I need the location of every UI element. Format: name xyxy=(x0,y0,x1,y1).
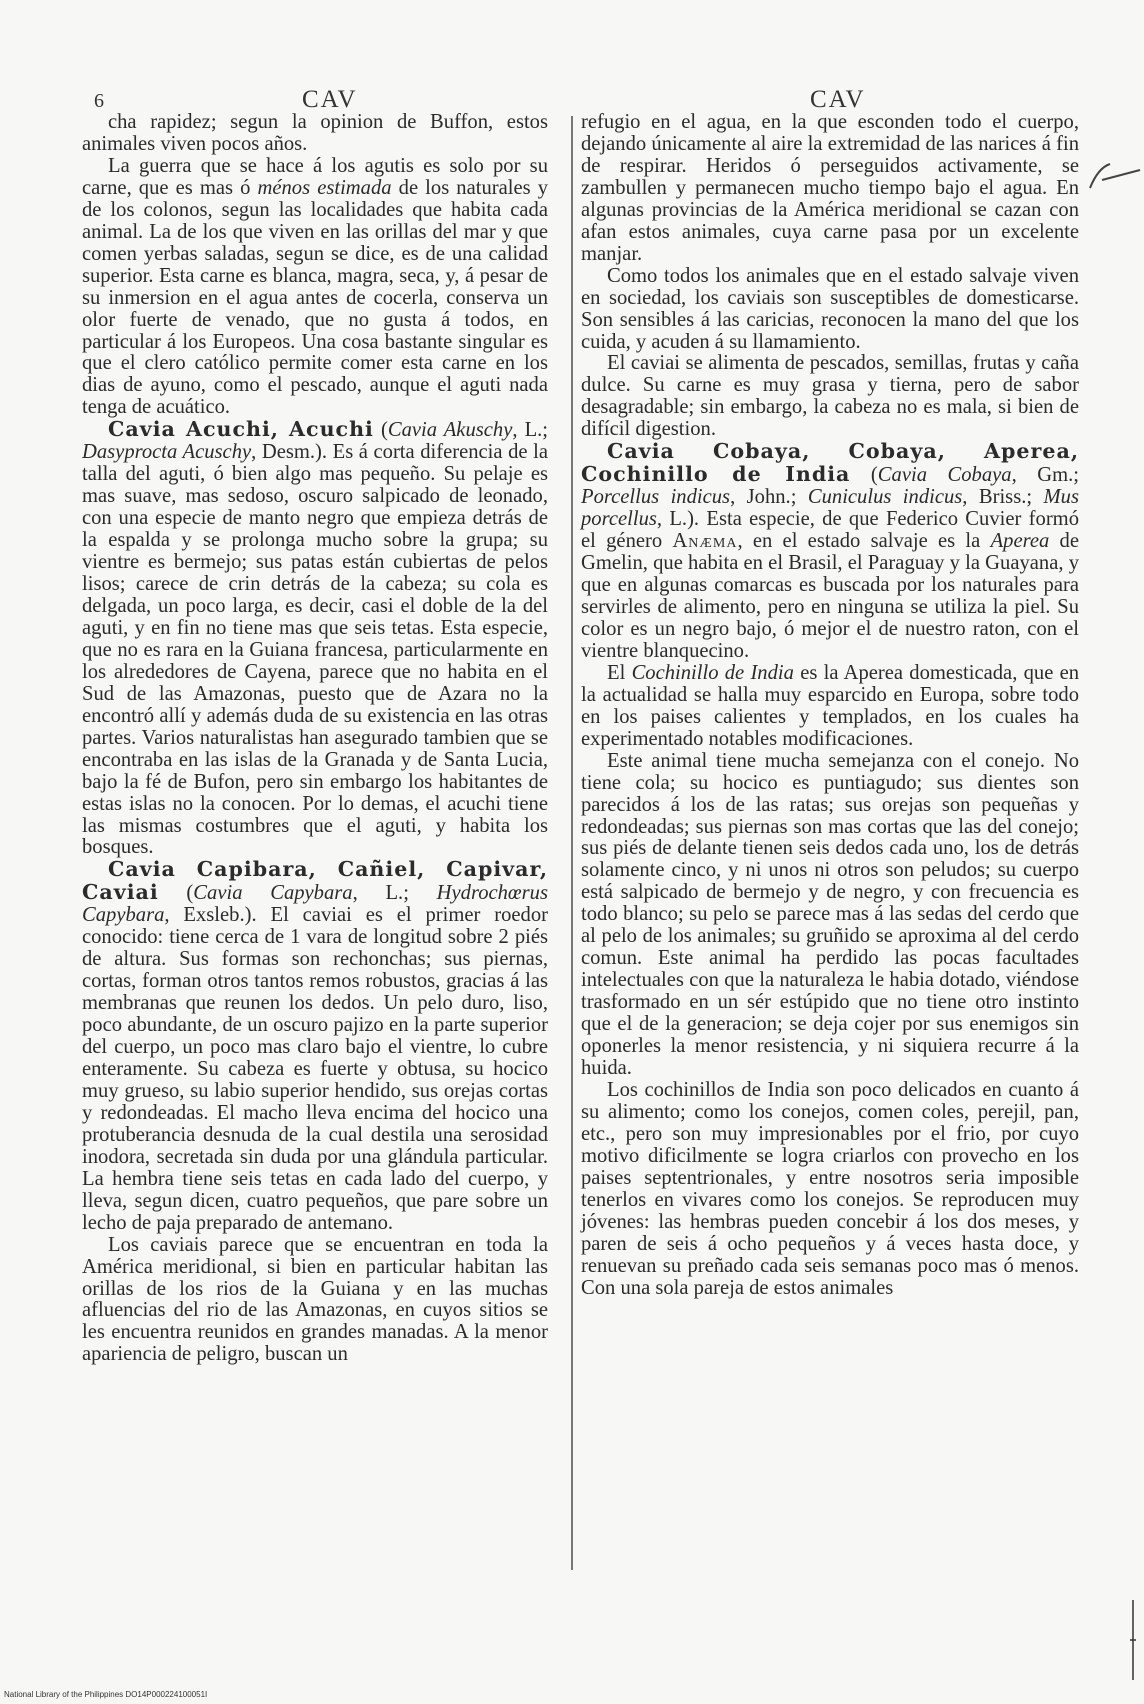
body-text: El xyxy=(607,661,632,684)
body-text: , L.; xyxy=(512,419,549,442)
italic-text: Cochinillo de India xyxy=(631,661,794,684)
body-text: , L.; xyxy=(352,882,437,905)
italic-text: Mus porcellus xyxy=(581,486,1079,531)
entry-heading: Cavia Cobaya, Cobaya, Aperea, Cochinillo de India xyxy=(581,439,1079,487)
small-caps-text: Anæma xyxy=(672,530,738,553)
italic-text: Cuniculus indicus xyxy=(807,486,963,509)
body-text: cha rapidez; segun la opinion de Buffon, estos animales viven pocos años. xyxy=(82,111,548,155)
body-text: , John.; xyxy=(730,486,808,509)
italic-text: Aperea xyxy=(990,530,1050,553)
paragraph xyxy=(82,112,548,156)
body-text: Los cochinillos de India son poco delicados en cuanto á su alimento; como los conejos, comen coles, perejil, pan, etc., pero son muy impresionables por el frio, por cuyo motivo dificilmente se logra criarlos con provecho en los paises septentrionales, y entre nosotros seria imposible tenerlos en vivares como los conejos. Se reproducen muy jóvenes: las hembras pueden concebir á los dos meses, y paren de seis á ocho pequeños y á veces hasta doce, y renuevan su preñado cada seis semanas poco mas ó menos. Con una sola pareja de estos animales xyxy=(581,1078,1079,1299)
italic-text: Cavia Akuschy xyxy=(387,419,513,442)
body-text: es la Aperea domesticada, que en la actualidad se halla muy esparcido en Europa, sobre todo en los paises calientes y templados, en los cuales ha experimentado notables modificaciones. xyxy=(581,661,1080,750)
entry-heading: Cavia Capibara, Cañiel, Capivar, Caviai xyxy=(82,857,548,905)
running-head-left: CAV xyxy=(302,86,358,113)
running-head-right: CAV xyxy=(810,86,866,113)
italic-text: Cavia Cobaya xyxy=(877,464,1012,487)
paragraph xyxy=(581,266,1079,354)
body-text: Los caviais parece que se encuentran en toda la América meridional, si bien en particular habitan las orillas de los rios de la Guiana y en las muchas afluencias del rio de las Amazonas, en cuyos sitios se les encuentra reunidos en grandes manadas. A la menor apariencia de peligro, buscan un xyxy=(82,1233,548,1366)
body-text: ( xyxy=(158,882,194,905)
page-number: 6 xyxy=(94,90,106,112)
italic-text: Cavia Capybara xyxy=(193,882,353,905)
italic-text: ménos estimada xyxy=(257,176,392,199)
scan-footer: National Library of the Philippines DO14P000224100051I xyxy=(4,1690,208,1699)
left-column xyxy=(82,112,548,1366)
body-text: , Briss.; xyxy=(962,486,1044,509)
paragraph xyxy=(581,441,1079,663)
paragraph xyxy=(82,156,548,419)
italic-text: Porcellus indicus xyxy=(581,486,731,509)
body-text: El caviai se alimenta de pescados, semillas, frutas y caña dulce. Su carne es muy grasa y tierna, pero de sabor desagradable; sin embargo, la cabeza no es mala, si bien de difícil digestion. xyxy=(581,352,1079,441)
body-text: , Gm.; xyxy=(1011,464,1080,487)
body-text: Como todos los animales que en el estado salvaje viven en sociedad, los caviais son susceptibles de domesticarse. Son sensibles á las caricias, reconocen la mano del que los cuida, y acuden á su llamamiento. xyxy=(581,264,1079,353)
body-text: , Exsleb.). El caviai es el primer roedor conocido: tiene cerca de 1 vara de longitud sobre 2 piés de altura. Sus formas son rechonchas; sus piernas, cortas, forman otros tantos remos robustos, gracias á las membranas que reunen los dedos. Un pelo duro, liso, poco abundante, de un oscuro pajizo en la parte superior del cuerpo, un poco mas claro bajo el vientre, lo cubre enteramente. Su cabeza es fuerte y obtusa, su hocico muy grueso, su labio superior hendido, sus orejas cortas y redondeadas. El macho lleva encima del hocico una protuberancia desnuda de la cual destila una serosidad inodora, secretada sin duda por una glándula particular. La hembra tiene seis tetas en cada lado del cuerpo, y lleva, segun dicen, cuatro pequeños, que pare sobre un lecho de paja preparado de antemano. xyxy=(82,904,548,1234)
paragraph xyxy=(82,1235,548,1367)
paragraph xyxy=(581,663,1079,751)
body-text: ( xyxy=(850,464,878,487)
paragraph xyxy=(581,751,1079,1080)
body-text: , L.). Esta especie, de que Federico Cuvier formó el género xyxy=(581,508,1079,553)
body-text: La guerra que se hace á los agutis es solo por su carne, que es mas ó xyxy=(82,154,548,199)
paragraph xyxy=(581,112,1079,266)
italic-text: Dasyprocta Acuschy xyxy=(82,441,252,464)
body-text: , Desm.). Es á corta diferencia de la talla del aguti, ó bien algo mas pequeño. Su pelaje es mas suave, mas sedoso, oscuro salpicado de leonado, con una especie de manto negro que empieza detrás de la espalda y se prolonga mucho sobre la grupa; su vientre es bermejo; sus patas están cubiertas de pelos lisos; carece de crin detrás de la cabeza; su cola es delgada, un poco larga, es decir, casi el doble de la del aguti, y en fin no tiene mas que seis tetas. Esta especie, que no es rara en la Guiana francesa, particularmente en los alrededores de Cayena, parece que no habita en el Sud de las Amazonas, puesto que de Azara no la encontró allí y además duda de su existencia en las otras partes. Varios naturalistas han asegurado tambien que se encontraba en las islas de la Granada y de Santa Lucia, bajo la fé de Bufon, pero sin embargo los habitantes de estas islas no la conocen. Por lo demas, el acuchi tiene las mismas costumbres que el aguti, y habita los bosques. xyxy=(82,441,548,859)
entry-heading: Cavia Acuchi, Acuchi xyxy=(108,417,374,442)
paragraph xyxy=(581,353,1079,441)
column-divider xyxy=(571,116,573,1570)
body-text: ( xyxy=(373,419,388,442)
body-text: de los naturales y de los colonos, segun las localidades que habita cada animal. La de los que viven en las orillas del mar y que comen yerbas saladas, segun se dice, es de una calidad superior. Esta carne es blanca, magra, seca, y, á pesar de su inmersion en el agua antes de cocerla, conserva un olor fuerte de venado, que no gusta á todos, en particular á los Europeos. Una cosa bastante singular es que el clero católico permite comer esta carne en los dias de ayuno, como el pescado, aunque el aguti nada tenga de acuático. xyxy=(82,176,549,419)
paragraph xyxy=(82,419,548,859)
right-column xyxy=(581,112,1079,1299)
body-text: refugio en el agua, en la que esconden todo el cuerpo, dejando únicamente al aire la extremidad de las narices á fin de respirar. Heridos ó perseguidos activamente, se zambullen y permanecen mucho tiempo bajo el agua. En algunas provincias de la América meridional se cazan con afan estos animales, cuya carne pasa por un excelente manjar. xyxy=(581,111,1079,265)
page-edge-mark-icon xyxy=(1128,1600,1138,1680)
body-text: de Gmelin, que habita en el Brasil, el Paraguay y la Guayana, y que en algunas comarcas es buscada por los naturales para servirles de alimento, pero en ninguna se utiliza la piel. Su color es un negro bajo, ó mejor el de nuestro raton, con el vientre blanquecino. xyxy=(581,530,1079,662)
paragraph xyxy=(581,1080,1079,1300)
body-text: , en el estado salvaje es la xyxy=(737,530,991,553)
pencil-mark-icon xyxy=(1088,158,1144,198)
paragraph xyxy=(82,859,548,1234)
body-text: Este animal tiene mucha semejanza con el conejo. No tiene cola; su hocico es puntiagudo; sus dientes son parecidos á los de las ratas; sus orejas son pequeñas y redondeadas; sus piernas son mas cortas que las del conejo; sus piés de delante tienen seis dedos cada uno, los de detrás solamente cinco, y ni unos ni otros son peludos; su cuerpo está salpicado de bermejo y de negro, y con frecuencia es todo blanco; su pelo se parece mas á las sedas del cerdo que al pelo de los animales; su gruñido se aproxima al del cerdo comun. Este animal ha perdido las pocas facultades intelectuales con que la naturaleza le habia dotado, viéndose trasformado en un sér estúpido que no tiene otro instinto que el de la generacion; se deja cojer por sus enemigos sin oponerles la menor resistencia, y ni siquiera recurre á la huida. xyxy=(581,749,1079,1079)
italic-text: Hydrochœrus Capybara xyxy=(82,882,548,927)
